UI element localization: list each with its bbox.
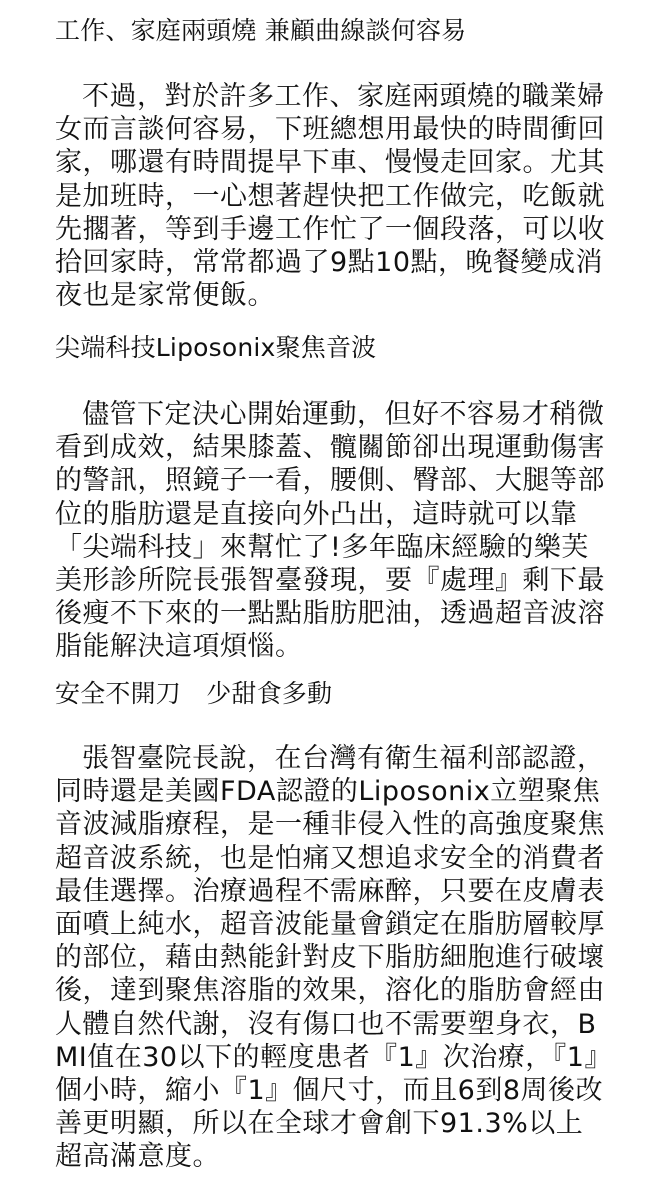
section-heading-liposonix: 尖端科技Liposonix聚焦音波: [55, 333, 377, 362]
paragraph-treatment-details: 張智臺院長說，在台灣有衛生福利部認證，同時還是美國FDA認證的Liposonix立塑聚焦音波減脂療程，是一種非侵入性的高強度聚焦超音波系統，也是怕痛又想追求安全的消費者最佳選擇。治療過程不需麻醉，只要在皮膚表面噴上純水，超音波能量會鎖定在脂肪層較厚的部位，藉由熱能針對皮下脂肪細胞進行破壞後，達到聚焦溶脂的效果，溶化的脂肪會經由人體自然代謝，沒有傷口也不需要塑身衣，BMI值在30以下的輕度患者『1』次治療，『1』個小時，縮小『1』個尺寸，而且6到8周後改善更明顯，所以在全球才會創下91.3%以上超高滿意度。: [55, 743, 605, 1173]
paragraph-working-women: 不過，對於許多工作、家庭兩頭燒的職業婦女而言談何容易，下班總想用最快的時間衝回家，哪還有時間提早下車、慢慢走回家。尤其是加班時，一心想著趕快把工作做完，吃飯就先擱著，等到手邊工作忙了一個段落，可以收拾回家時，常常都過了9點10點，晚餐變成消夜也是家常便飯。: [55, 81, 605, 312]
paragraph-exercise-injury: 儘管下定決心開始運動，但好不容易才稍微看到成效，結果膝蓋、髖關節卻出現運動傷害的警訊，照鏡子一看，腰側、臀部、大腿等部位的脂肪還是直接向外凸出，這時就可以靠「尖端科技」來幫忙了!多年臨床經驗的樂芙美形診所院長張智臺發現，要『處理』剩下最後瘦不下來的一點點脂肪肥油，透過超音波溶脂能解決這項煩惱。: [55, 399, 605, 663]
section-heading-work-family: 工作、家庭兩頭燒 兼顧曲線談何容易: [55, 16, 467, 45]
section-heading-safe-no-surgery: 安全不開刀 少甜食多動: [55, 679, 333, 708]
